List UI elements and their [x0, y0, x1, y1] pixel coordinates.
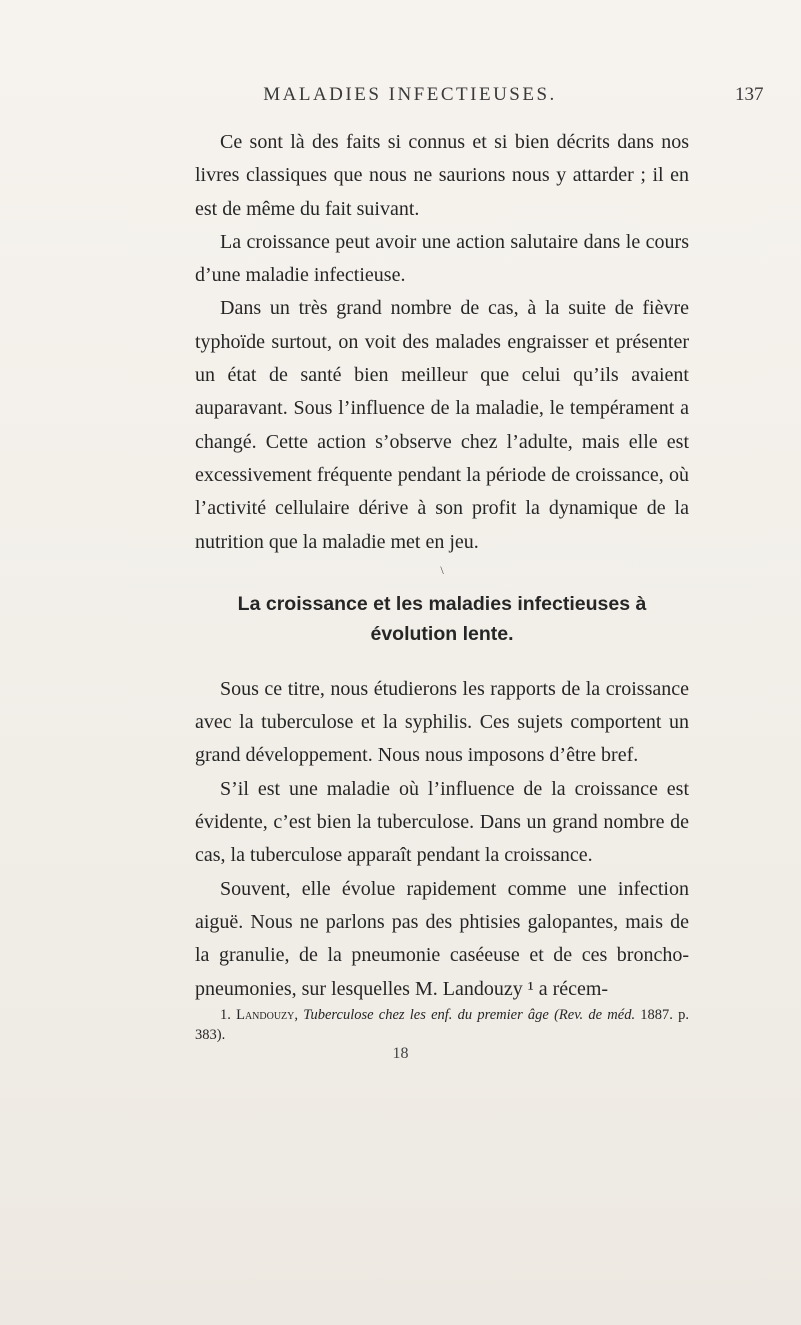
- paragraph: Dans un très grand nombre de cas, à la suite de fièvre typhoïde surtout, on voit des malades engraisser et présenter un état de santé bien meilleur que celui qu’ils avaient auparavant. Sous l’influence de la maladie, le tempérament a changé. Cette action s’observe chez l’adulte, mais elle est excessivement fréquente pendant la période de croissance, où l’activité cellulaire dérive à son profit la dynamique de la nutrition que la maladie met en jeu.: [195, 297, 689, 553]
- page-number: 137: [735, 84, 764, 105]
- footnote: [195, 1005, 689, 1045]
- paragraph: Souvent, elle évolue rapidement comme une infection aiguë. Nous ne parlons pas des phtisies galopantes, mais de la granulie, de la pneumonie caséeuse et de ces broncho-pneumonies, sur lesquelles M. Landouzy ¹ a récem-: [195, 877, 689, 1000]
- paragraph: S’il est une maladie où l’influence de la croissance est évidente, c’est bien la tuberculose. Dans un grand nombre de cas, la tuberculose apparaît pendant la croissance.: [195, 777, 689, 867]
- section-title: La croissance et les maladies infectieuses à évolution lente.: [237, 592, 647, 645]
- footnote-citation: 1887. p. 383).: [195, 1007, 690, 1043]
- running-title: MALADIES INFECTIEUSES.: [263, 84, 557, 105]
- paragraph: Ce sont là des faits si connus et si bien décrits dans nos livres classiques que nous ne saurions nous y attarder ; il en est de même du fait suivant.: [195, 131, 689, 220]
- footnote-author: Landouzy,: [236, 1007, 299, 1023]
- stray-mark: \: [440, 562, 444, 577]
- main-text: [195, 126, 689, 1006]
- footnote-number: 1.: [220, 1007, 231, 1023]
- footnote-title: Tuberculose chez les enf. du premier âge (Rev. de méd.: [303, 1007, 636, 1023]
- paragraph: Sous ce titre, nous étudierons les rapports de la croissance avec la tuberculose et la syphilis. Ces sujets comportent un grand développement. Nous nous imposons d’être bref.: [195, 677, 689, 767]
- signature-mark: 18: [392, 1045, 409, 1062]
- paragraph: La croissance peut avoir une action salutaire dans le cours d’une maladie infectieuse.: [195, 230, 689, 287]
